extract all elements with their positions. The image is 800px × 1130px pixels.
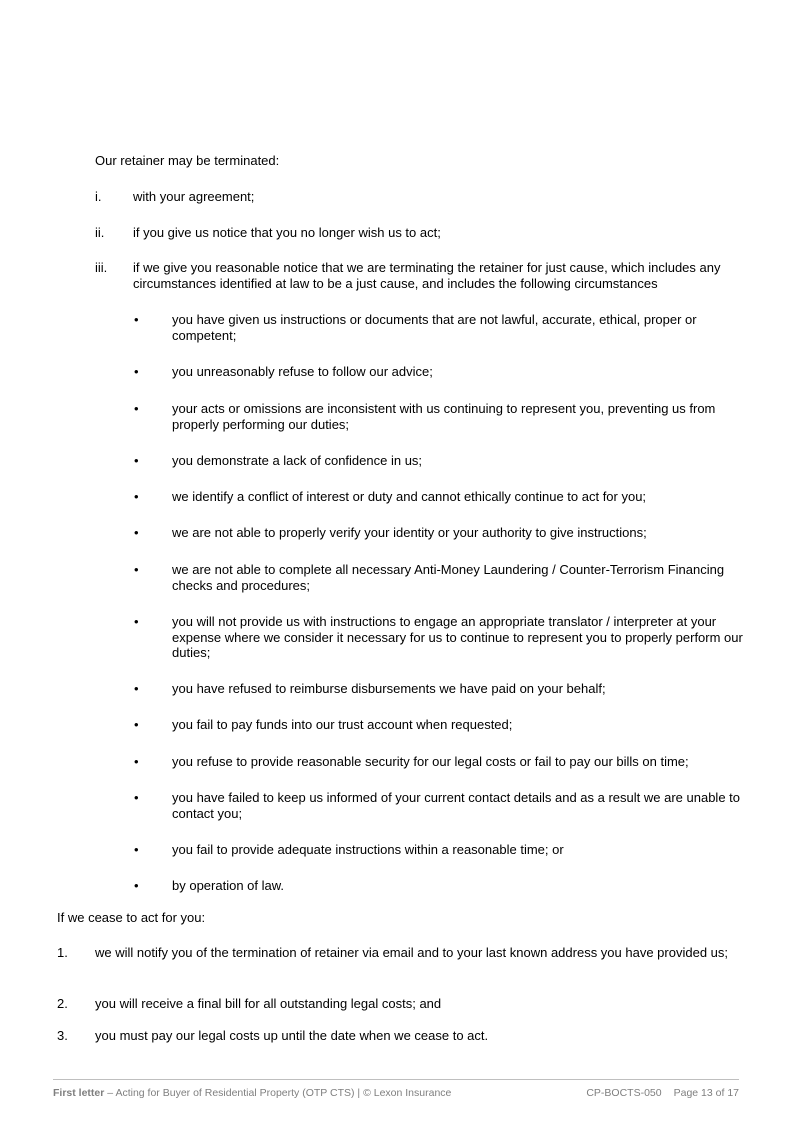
numbered-marker: 2. [57,996,68,1011]
footer-doc-code: CP-BOCTS-050 [586,1087,662,1099]
roman-marker: ii. [95,225,105,240]
bullet-text: you fail to provide adequate instructions within a reasonable time; or [172,842,564,857]
bullet-item [133,717,743,733]
numbered-text: you must pay our legal costs up until the date when we cease to act. [95,1028,489,1043]
bullet-text: you have failed to keep us informed of your current contact details and as a result we are unable to contact you; [172,790,741,821]
bullet-text: you demonstrate a lack of confidence in us; [172,453,423,468]
footer-meta [586,1087,739,1100]
bullet-item [133,681,743,697]
footer-title-bold: First letter [53,1087,105,1099]
numbered-marker: 1. [57,945,68,960]
cease-intro: If we cease to act for you: [57,910,206,925]
roman-text: with your agreement; [133,189,255,204]
bullet-item [133,878,743,894]
footer-divider [53,1079,739,1080]
bullet-item [133,312,743,343]
numbered-text: we will notify you of the termination of retainer via email and to your last known address you have provided us; [95,945,729,960]
bullet-marker: • [134,717,139,732]
footer-title [53,1087,451,1100]
roman-text: if you give us notice that you no longer wish us to act; [133,225,441,240]
bullet-item [133,401,743,432]
bullet-text: you will not provide us with instructions to engage an appropriate translator / interpreter at your expense where we consider it necessary for us to continue to represent you to properly perform our duties; [172,614,743,660]
roman-item [95,260,745,291]
bullet-text: you unreasonably refuse to follow our advice; [172,364,433,379]
bullet-text: you have refused to reimburse disbursements we have paid on your behalf; [172,681,606,696]
bullet-item [133,842,743,858]
footer-page-number: Page 13 of 17 [673,1087,739,1099]
bullet-marker: • [134,878,139,893]
bullet-text: by operation of law. [172,878,285,893]
bullet-item [133,453,743,469]
bullet-marker: • [134,790,139,805]
bullet-item [133,525,743,541]
bullet-item [133,614,743,661]
bullet-marker: • [134,453,139,468]
bullet-text: we are not able to properly verify your identity or your authority to give instructions; [172,525,647,540]
bullet-marker: • [134,562,139,577]
numbered-item [57,1028,747,1044]
bullet-text: you refuse to provide reasonable security for our legal costs or fail to pay our bills on time; [172,754,689,769]
roman-text: if we give you reasonable notice that we are terminating the retainer for just cause, which includes any circumstances identified at law to be a just cause, and includes the following circumstances [133,260,721,291]
bullet-marker: • [134,754,139,769]
bullet-marker: • [134,364,139,379]
roman-item [95,225,745,241]
bullet-item [133,790,743,821]
bullet-marker: • [134,842,139,857]
bullet-marker: • [134,312,139,327]
bullet-item [133,562,743,593]
numbered-text: you will receive a final bill for all outstanding legal costs; and [95,996,442,1011]
bullet-text: we are not able to complete all necessary Anti-Money Laundering / Counter-Terrorism Financing checks and procedures; [172,562,725,593]
bullet-item [133,489,743,505]
bullet-item [133,754,743,770]
bullet-text: you fail to pay funds into our trust account when requested; [172,717,513,732]
bullet-marker: • [134,614,139,629]
termination-intro: Our retainer may be terminated: [95,153,280,168]
bullet-marker: • [134,401,139,416]
roman-marker: i. [95,189,102,204]
numbered-marker: 3. [57,1028,68,1043]
bullet-item [133,364,743,380]
bullet-marker: • [134,489,139,504]
numbered-item [57,945,747,961]
bullet-text: we identify a conflict of interest or duty and cannot ethically continue to act for you; [172,489,647,504]
roman-marker: iii. [95,260,108,275]
bullet-marker: • [134,681,139,696]
roman-item [95,189,745,205]
bullet-text: your acts or omissions are inconsistent with us continuing to represent you, preventing us from properly performing our duties; [172,401,716,432]
bullet-text: you have given us instructions or documents that are not lawful, accurate, ethical, proper or competent; [172,312,697,343]
bullet-marker: • [134,525,139,540]
footer-title-rest: – Acting for Buyer of Residential Property (OTP CTS) | © Lexon Insurance [104,1087,452,1099]
numbered-item [57,996,747,1012]
